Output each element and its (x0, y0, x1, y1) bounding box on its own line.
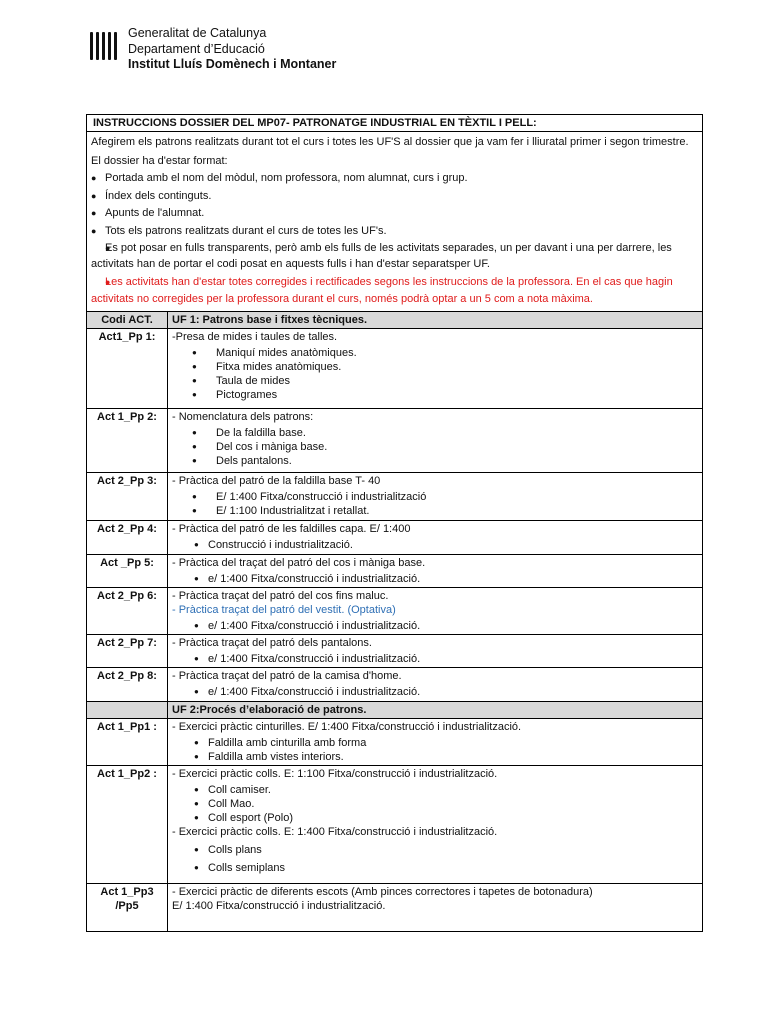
generalitat-logo-icon (88, 30, 118, 62)
activity-code: Act 1_Pp3 /Pp5 (87, 884, 168, 932)
intro-bullet: ● Tots els patrons realitzats durant el curs de totes les UF's. (91, 224, 698, 240)
activity-item: ● e/ 1:400 Fitxa/construcció i industrialització. (172, 685, 698, 699)
uf2-header-blank (87, 702, 168, 719)
activity-row (87, 635, 703, 668)
activity-description (168, 473, 703, 521)
activity-heading: - Exercici pràctic colls. E: 1:400 Fitxa/construcció i industrialització. (172, 826, 498, 838)
header-line-2: Departament d’Educació (128, 41, 265, 56)
institution-name (128, 26, 336, 73)
activity-description (168, 635, 703, 668)
activity-row (87, 409, 703, 473)
activity-item: ● Faldilla amb cinturilla amb forma (172, 736, 698, 750)
activity-item: ● Colls semiplans (172, 861, 698, 875)
activity-heading: - Exercici pràctic de diferents escots (Amb pinces correctores i tapetes de botonadura) (172, 886, 593, 898)
intro-text: Afegirem els patrons realitzats durant tot el curs i totes les UF'S al dossier que ja vam fer i lliuratal primer i segon trimestre. (91, 136, 689, 148)
activity-row (87, 521, 703, 555)
activity-extra: E/ 1:400 Fitxa/construcció i industrialització. (172, 900, 386, 912)
activity-items (172, 685, 698, 699)
activity-heading: - Pràctica traçat del patró del cos fins maluc. (172, 590, 389, 602)
activity-heading: - Pràctica del traçat del patró del cos i màniga base. (172, 557, 426, 569)
activity-item: ● E/ 1:400 Fitxa/construcció i industrialització (172, 490, 698, 504)
activity-item: ● Maniquí mides anatòmiques. (172, 346, 698, 360)
activity-item: ● Fitxa mides anatòmiques. (172, 360, 698, 374)
activity-description (168, 766, 703, 884)
activity-row (87, 668, 703, 702)
activity-heading: - Pràctica traçat del patró de la camisa d'home. (172, 670, 402, 682)
activity-heading: - Nomenclatura dels patrons: (172, 411, 314, 423)
activity-row (87, 588, 703, 635)
activity-item: ● De la faldilla base. (172, 426, 698, 440)
activity-code: Act 2_Pp 3: (87, 473, 168, 521)
activity-item: ● Dels pantalons. (172, 454, 698, 468)
activity-description (168, 521, 703, 555)
activity-items (172, 619, 698, 633)
activity-item: ● Pictogrames (172, 388, 698, 402)
activity-item: ● Colls plans (172, 843, 698, 857)
header-line-3: Institut Lluís Domènech i Montaner (128, 57, 337, 71)
activity-row (87, 329, 703, 409)
uf2-title: UF 2:Procés d’elaboració de patrons. (168, 702, 703, 719)
uf2-rows (87, 719, 703, 932)
activity-heading: -Presa de mides i taules de talles. (172, 331, 338, 343)
activity-description (168, 884, 703, 932)
activity-items (172, 538, 698, 552)
activity-item: ● Coll Mao. (172, 797, 698, 811)
activity-items (172, 572, 698, 586)
activity-code: Act 1_Pp 2: (87, 409, 168, 473)
activity-item: ● Faldilla amb vistes interiors. (172, 750, 698, 764)
activity-row (87, 473, 703, 521)
activity-code: Act1_Pp 1: (87, 329, 168, 409)
activity-code: Act 2_Pp 8: (87, 668, 168, 702)
activity-item: ● e/ 1:400 Fitxa/construcció i industrialització. (172, 619, 698, 633)
activity-description (168, 329, 703, 409)
activity-item: ● e/ 1:400 Fitxa/construcció i industrialització. (172, 572, 698, 586)
activity-item: ● Coll camiser. (172, 783, 698, 797)
activity-item: ● Construcció i industrialització. (172, 538, 698, 552)
activity-description (168, 409, 703, 473)
activity-items (172, 736, 698, 764)
activity-items (172, 346, 698, 402)
intro-bullet: ● Índex dels continguts. (91, 189, 698, 205)
activity-heading: - Exercici pràctic cinturilles. E/ 1:400 Fitxa/construcció i industrialització. (172, 721, 522, 733)
intro-cell (87, 132, 703, 312)
activity-extra: - Pràctica traçat del patró del vestit. (Optativa) (172, 604, 396, 616)
uf2-header-row (87, 702, 703, 719)
activity-items (172, 652, 698, 666)
intro-format: El dossier ha d'estar format: (91, 154, 228, 167)
activity-heading: - Pràctica del patró de la faldilla base T- 40 (172, 475, 381, 487)
header-line-1: Generalitat de Catalunya (128, 26, 267, 40)
activity-row (87, 884, 703, 932)
activity-items (172, 490, 698, 518)
activity-heading: - Pràctica del patró de les faldilles capa. E/ 1:400 (172, 523, 411, 535)
activity-item: ● Taula de mides (172, 374, 698, 388)
activity-heading: - Exercici pràctic colls. E: 1:100 Fitxa/construcció i industrialització. (172, 768, 498, 780)
activity-item: ● E/ 1:100 Industrialitzat i retallat. (172, 504, 698, 518)
doc-title: INSTRUCCIONS DOSSIER DEL MP07- PATRONATGE INDUSTRIAL EN TÈXTIL I PELL: (87, 115, 703, 132)
activity-items (172, 843, 698, 875)
activity-row (87, 766, 703, 884)
activity-description (168, 555, 703, 588)
activity-heading: - Pràctica traçat del patró dels pantalons. (172, 637, 372, 649)
activity-description (168, 719, 703, 766)
activity-item: ● Del cos i màniga base. (172, 440, 698, 454)
activity-code: Act 1_Pp1 : (87, 719, 168, 766)
activity-row (87, 719, 703, 766)
activity-code: Act 1_Pp2 : (87, 766, 168, 884)
intro-bullet: ● Es pot posar en fulls transparents, però amb els fulls de les activitats separades, un per davant i una per darrere, les activitats han de portar el codi posat en aquests fulls i han d'estar separatsper UF. (91, 241, 698, 272)
activity-code: Act 2_Pp 7: (87, 635, 168, 668)
activity-code: Act 2_Pp 6: (87, 588, 168, 635)
activity-row (87, 555, 703, 588)
intro-red-bullet: ● Les activitats han d'estar totes corregides i rectificades segons les instruccions de la professora. En el cas que hagin activitats no corregides per la professora durant el curs, només podrà optar a un 5 com a nota màxima. (91, 274, 698, 308)
instructions-table (86, 114, 703, 932)
uf1-rows (87, 329, 703, 702)
activity-code: Act 2_Pp 4: (87, 521, 168, 555)
intro-bullet: ● Portada amb el nom del mòdul, nom professora, nom alumnat, curs i grup. (91, 171, 698, 187)
activity-item: ● Coll esport (Polo) (172, 811, 698, 825)
activity-item: ● e/ 1:400 Fitxa/construcció i industrialització. (172, 652, 698, 666)
activity-items (172, 426, 698, 468)
col-code-header: Codi ACT. (87, 312, 168, 329)
activity-code: Act _Pp 5: (87, 555, 168, 588)
uf1-header-row (87, 312, 703, 329)
activity-items (172, 783, 698, 825)
intro-bullet: ● Apunts de l'alumnat. (91, 206, 698, 222)
activity-description (168, 588, 703, 635)
activity-description (168, 668, 703, 702)
uf1-title: UF 1: Patrons base i fitxes tècniques. (168, 312, 703, 329)
